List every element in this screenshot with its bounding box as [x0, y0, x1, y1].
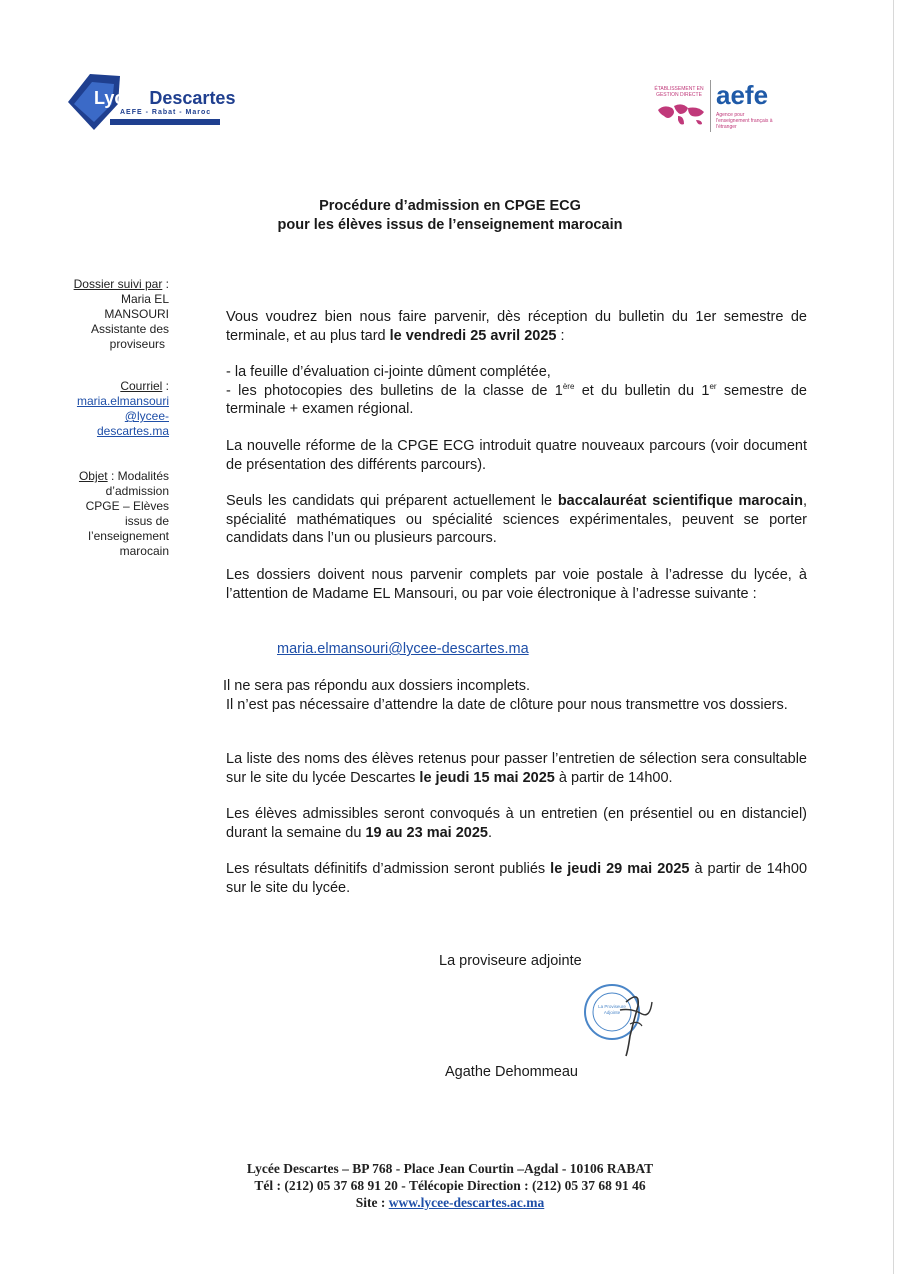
p4-text: Les dossiers doivent nous parvenir complets par voie postale à l’adresse du lycée, à l’attention de Madame EL Mansouri, ou par voie électronique à l’adresse suivante :: [226, 567, 807, 602]
footer: [0, 1160, 900, 1211]
paragraph-8: [226, 860, 807, 897]
p7-text-a: Les élèves admissibles seront convoqués à un entretien (en présentiel ou en distanciel) durant la semaine du: [226, 806, 807, 841]
paragraph-4: [226, 566, 807, 603]
p8-date: le jeudi 29 mai 2025: [550, 861, 690, 877]
paragraph-2: [226, 437, 807, 474]
p8-text-c: à partir de 14h00 sur le site du lycée.: [226, 861, 808, 896]
p2-text: La nouvelle réforme de la CPGE ECG introduit quatre nouveaux parcours (voir document de présentation des différents parcours).: [226, 438, 807, 473]
dossier-line: Maria EL: [120, 292, 169, 306]
scan-edge: [893, 0, 894, 1274]
p5-text-b: Il n’est pas nécessaire d’attendre la date de clôture pour nous transmettre vos dossiers.: [226, 696, 788, 713]
footer-site-link[interactable]: www.lycee-descartes.ac.ma: [388, 1195, 545, 1210]
p3-bac: baccalauréat scientifique marocain: [557, 493, 803, 509]
title-line-1: Procédure d’admission en CPGE ECG: [319, 198, 581, 214]
list2-text-b: et du bulletin du 1: [574, 382, 710, 399]
world-map-icon: [656, 102, 706, 128]
courriel-label: Courriel: [120, 379, 163, 393]
paragraph-7: [226, 805, 807, 842]
objet-line: marocain: [119, 544, 169, 558]
paragraph-6: [226, 750, 807, 787]
paragraph-1: [226, 308, 807, 345]
objet-line: CPGE – Elèves: [85, 499, 169, 513]
title-line-2: pour les élèves issus de l’enseignement marocain: [277, 217, 623, 233]
stamp-text: La Proviseure Adjointe: [598, 1004, 626, 1015]
objet-line: d’admission: [105, 484, 169, 498]
p7-dates: 19 au 23 mai 2025: [365, 824, 488, 841]
lycee-logo-strip: [110, 119, 220, 125]
courriel-link-line[interactable]: descartes.ma: [96, 424, 169, 438]
aefe-tag-left: ÉTABLISSEMENT EN GESTION DIRECTE: [654, 86, 704, 98]
p1-deadline: le vendredi 25 avril 2025: [389, 327, 557, 344]
aefe-tag-right: Agence pour l'enseignement français à l'étranger: [716, 112, 773, 130]
email-link[interactable]: maria.elmansouri@lycee-descartes.ma: [277, 641, 529, 657]
document-title: [0, 197, 900, 235]
footer-site-label: Site :: [355, 1195, 389, 1210]
p1-end: :: [556, 327, 565, 344]
p6-text-c: à partir de 14h00.: [554, 769, 673, 786]
p6-text-a: La liste des noms des élèves retenus pour passer l’entretien de sélection sera consultable sur le site du lycée Descartes: [226, 751, 807, 786]
aefe-brand: aefe: [716, 80, 769, 110]
lycee-logo-name1: Lycée: [94, 88, 145, 108]
list2-sup-2: er: [709, 381, 717, 391]
list2-text-a: - les photocopies des bulletins de la classe de 1: [226, 382, 563, 399]
dossier-label-line: [40, 277, 169, 292]
dossier-line: proviseurs: [109, 337, 165, 351]
p1-text: Vous voudrez bien nous faire parvenir, dès réception du bulletin du 1er semestre de terminale, et au plus tard: [226, 309, 807, 344]
sidebar-objet: [40, 469, 169, 559]
objet-label: Objet: [78, 469, 108, 483]
footer-address: Lycée Descartes – BP 768 - Place Jean Courtin –Agdal - 10106 RABAT: [246, 1161, 654, 1176]
paragraph-3: [226, 492, 807, 548]
footer-phone: Tél : (212) 05 37 68 91 20 - Télécopie Direction : (212) 05 37 68 91 46: [254, 1178, 646, 1193]
p6-date: le jeudi 15 mai 2025: [419, 769, 555, 786]
email-line: [277, 640, 677, 659]
footer-site-line: [0, 1194, 900, 1211]
document-list: [226, 363, 807, 419]
dossier-line: Assistante des: [90, 322, 169, 336]
objet-line: issus de: [124, 514, 169, 528]
lycee-descartes-logo: [60, 70, 236, 136]
aefe-logo: [650, 78, 780, 134]
paragraph-5: [223, 677, 807, 714]
p3-text-a: Seuls les candidats qui préparent actuellement le: [226, 493, 558, 509]
official-stamp-icon: [580, 980, 670, 1060]
aefe-divider: [710, 80, 711, 132]
objet-first: : Modalités: [107, 469, 169, 483]
courriel-link-line[interactable]: @lycee-: [124, 409, 169, 423]
courriel-sep: :: [162, 379, 169, 393]
lycee-logo-subtitle: AEFE - Rabat - Maroc: [120, 109, 212, 116]
dossier-sep: :: [162, 277, 169, 291]
signature-title: La proviseure adjointe: [439, 953, 582, 969]
p8-text-a: Les résultats définitifs d’admission seront publiés: [226, 861, 551, 877]
sidebar-courriel: [40, 379, 169, 439]
list2-text-c: semestre de terminale + examen régional.: [226, 382, 807, 417]
stamp-signature: [580, 980, 670, 1060]
list2-sup-1: ère: [562, 381, 575, 391]
courriel-label-line: [40, 379, 169, 394]
p3-text-c: , spécialité mathématiques ou spécialité sciences expérimentales, peuvent se porter candidats dans l’un ou plusieurs parcours.: [226, 493, 808, 546]
lycee-logo-text: [94, 88, 235, 109]
signature-name: Agathe Dehommeau: [445, 1064, 578, 1080]
p7-text-c: .: [488, 824, 493, 841]
p5-text-a: Il ne sera pas répondu aux dossiers incomplets.: [223, 678, 531, 694]
dossier-line: MANSOURI: [104, 307, 169, 321]
list-item: - la feuille d’évaluation ci-jointe dûment complétée,: [226, 364, 551, 380]
objet-label-line: [40, 469, 169, 484]
lycee-logo-name2: Descartes: [149, 88, 236, 108]
sidebar-dossier: [40, 277, 169, 352]
objet-line: l’enseignement: [88, 529, 169, 543]
dossier-label: Dossier suivi par: [73, 277, 163, 291]
list-item: [226, 382, 807, 419]
courriel-link-line[interactable]: maria.elmansouri: [76, 394, 169, 408]
